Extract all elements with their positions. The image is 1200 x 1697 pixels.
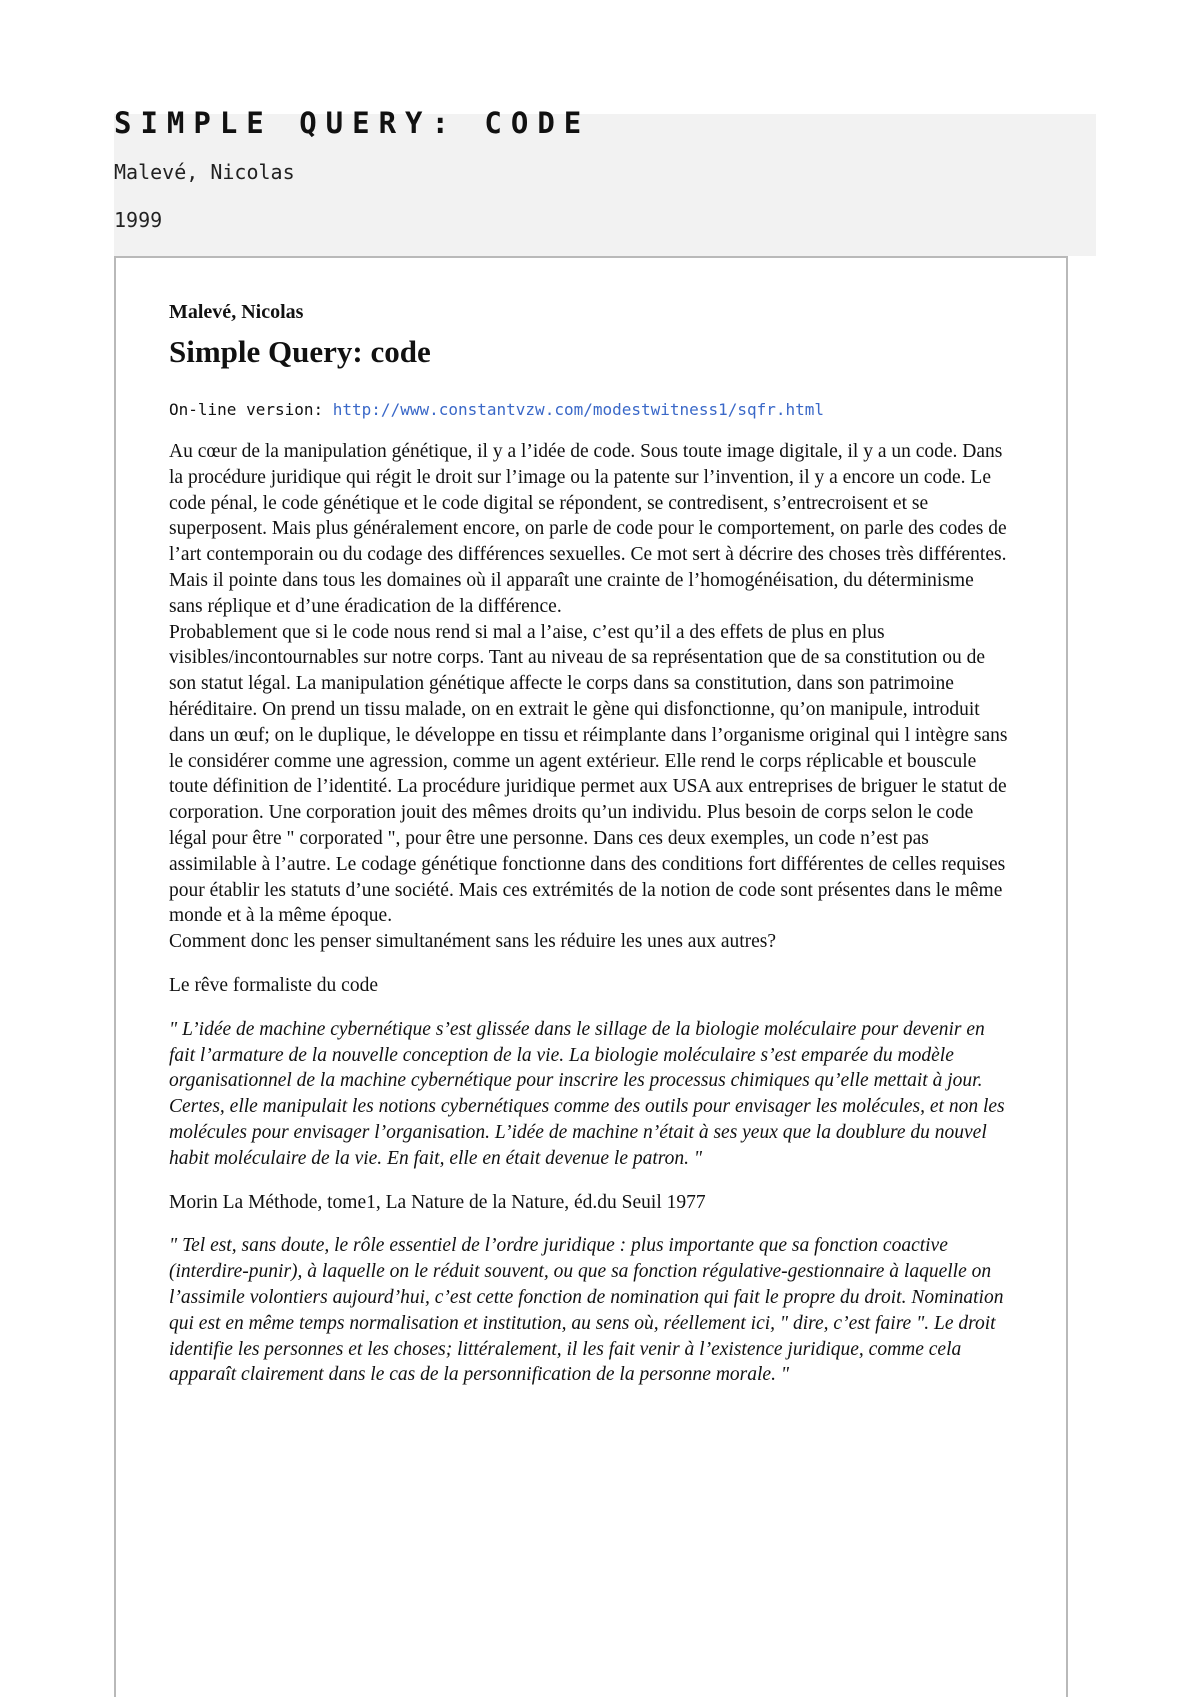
- paragraph-1: Au cœur de la manipulation génétique, il y a l’idée de code. Sous toute image digitale, il y a un code. Dans la procédure juridique qui régit le droit sur l’image ou la patente sur l’invention, il y a encore un code. Le code pénal, le code génétique et le code digital se répondent, se contredisent, s’entrecroisent et se superposent. Mais plus généralement encore, on parle de code pour le comportement, on parle des codes de l’art contemporain ou du codage des différences sexuelles. Ce mot sert à décrire des choses très différentes. Mais il pointe dans tous les domaines où il apparaît une crainte de l’homogénéisation, du déterminisme sans réplique et d’une éradication de la différence.: [169, 441, 1007, 617]
- document-title: SIMPLE QUERY: CODE: [114, 106, 591, 140]
- online-version-link[interactable]: http://www.constantvzw.com/modestwitness1/sqfr.html: [332, 400, 825, 419]
- section-heading: Le rêve formaliste du code: [169, 974, 378, 996]
- quote-1: " L’idée de machine cybernétique s’est glissée dans le sillage de la biologie moléculaire pour devenir en fait l’armature de la nouvelle conception de la vie. La biologie moléculaire s’est emparée du modèle organisationnel de la machine cybernétique pour inscrire les processus chimiques qu’elle mettait à jour. Certes, elle manipulait les notions cybernétiques comme des outils pour envisager les molécules, et non les molécules pour envisager l’organisation. L’idée de machine n’était à ses yeux que la doublure du nouvel habit moléculaire de la vie. En fait, elle en était devenue le patron. ": [169, 1018, 1005, 1169]
- paragraph-3: Comment donc les penser simultanément sans les réduire les unes aux autres?: [169, 931, 777, 953]
- document-year: 1999: [114, 208, 163, 232]
- citation-1: Morin La Méthode, tome1, La Nature de la Nature, éd.du Seuil 1977: [169, 1191, 706, 1213]
- document-author: Malevé, Nicolas: [114, 160, 295, 184]
- paragraph-2: Probablement que si le code nous rend si mal a l’aise, c’est qu’il a des effets de plus en plus visibles/incontournables sur notre corps. Tant au niveau de sa représentation que de sa constitution ou de son statut légal. La manipulation génétique affecte le corps dans sa constitution, dans son patrimoine héréditaire. On prend un tissu malade, on en extrait le gène qui disfonctionne, qu’on manipule, introduit dans un œuf; on le duplique, le développe en tissu et réimplante dans l’organisme original qui l intègre sans le considérer comme une agression, comme un agent extérieur. Elle rend le corps réplicable et bouscule toute définition de l’identité. La procédure juridique permet aux USA aux entreprises de briguer le statut de corporation. Une corporation jouit des mêmes droits qu’un individu. Plus besoin de corps selon le code légal pour être " corporated ", pour être une personne. Dans ces deux exemples, un code n’est pas assimilable à l’autre. Le codage génétique fonctionne dans des conditions fort différentes de celles requises pour établir les statuts d’une société. Mais ces extrémités de la notion de code sont présentes dans le même monde et à la même époque.: [169, 621, 1008, 927]
- article-author: Malevé, Nicolas: [169, 301, 304, 323]
- online-version-label: On-line version:: [169, 400, 333, 419]
- quote-2: " Tel est, sans doute, le rôle essentiel de l’ordre juridique : plus importante que sa fonction coactive (interdire-punir), à laquelle on le réduit souvent, ou que sa fonction régulative-gestionnaire à laquelle on l’assimile volontiers aujourd’hui, c’est cette fonction de nomination qui fait le propre du droit. Nomination qui est en même temps normalisation et institution, au sens où, réellement ici, " dire, c’est faire ". Le droit identifie les personnes et les choses; littéralement, il les fait venir à l’existence juridique, comme cela apparaît clairement dans le cas de la personnification de la personne morale. ": [169, 1235, 1004, 1386]
- article-title: Simple Query: code: [169, 334, 431, 369]
- online-version: [169, 399, 1009, 421]
- article-content: [169, 298, 1009, 1388]
